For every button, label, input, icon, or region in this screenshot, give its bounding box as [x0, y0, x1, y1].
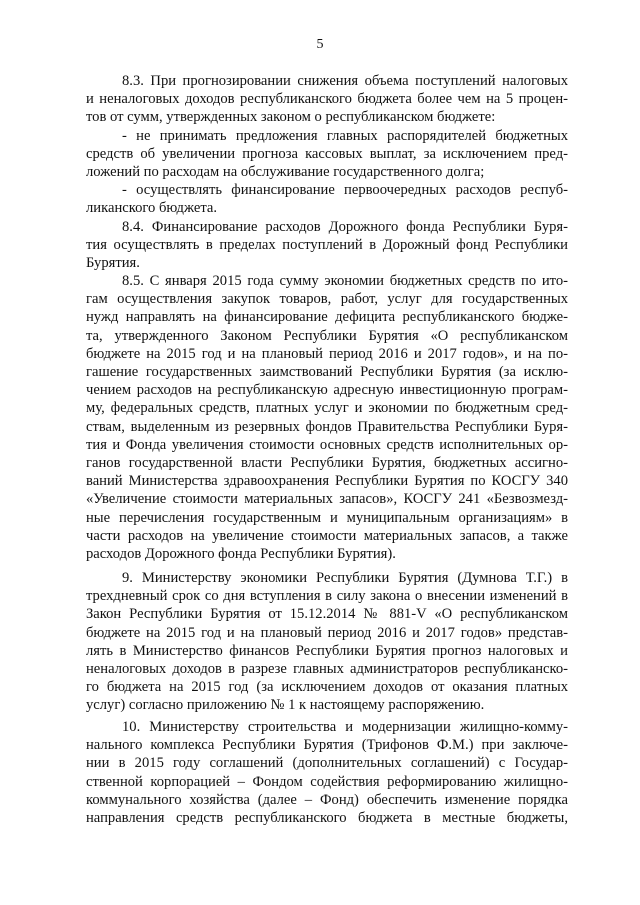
text-line: ганов государственной власти Республики Бурятия, бюджетных ассигно- — [86, 454, 568, 471]
text-line: ные перечисления государственным и муниципальным организациям» в — [86, 509, 568, 526]
text-line: ликанского бюджета. — [86, 200, 218, 217]
text-line: ложений по расходам на обслуживание государственного долга; — [86, 163, 485, 180]
text-line: гашение государственных заимствований Республики Бурятия (за исклю- — [86, 364, 568, 380]
text-line: нии в 2015 году соглашений (дополнительных соглашений) с Государ- — [86, 755, 568, 772]
text-line: услуг) согласно приложению № 1 к настоящему распоряжению. — [86, 697, 485, 714]
text-line: тия осуществлять в пределах поступлений в Дорожный фонд Республики — [86, 236, 568, 253]
paragraph-8-5 — [86, 272, 568, 563]
text-line: та, утвержденного Законом Республики Бурятия «О республиканском — [86, 327, 568, 344]
text-line: 9. Министерству экономики Республики Бурятия (Думнова Т.Г.) в — [122, 570, 568, 586]
text-line: части расходов на увеличение стоимости материальных запасов, а также — [86, 527, 568, 544]
text-line: Закон Республики Бурятия от 15.12.2014 № 881-V «О республиканском — [86, 606, 568, 623]
text-line: направления средств республиканского бюджета в местные бюджеты, — [86, 809, 568, 826]
text-line: - осуществлять финансирование первоочередных расходов респуб- — [122, 182, 568, 199]
text-line: средств об увеличении прогноза кассовых выплат, за исключением пред- — [86, 145, 568, 162]
paragraph-8-4 — [86, 218, 568, 273]
paragraph-8-3-item-1 — [86, 127, 568, 182]
text-line: 8.3. При прогнозировании снижения объема поступлений налоговых — [122, 73, 568, 89]
text-line: коммунального хозяйства (далее – Фонд) обеспечить изменение порядка — [86, 791, 568, 808]
text-line: расходов Дорожного фонда Республики Бурятия). — [86, 545, 396, 562]
page-number: 5 — [316, 37, 324, 52]
paragraph-10 — [86, 718, 568, 827]
text-line: му, федеральных средств, платных услуг и экономии по бюджетным сред- — [86, 400, 568, 417]
paragraph-9 — [86, 569, 568, 715]
text-line: чением расходов на республиканскую адресную инвестиционную програм- — [86, 382, 568, 399]
text-line: нужд направлять на финансирование дефицита республиканского бюдже- — [86, 309, 568, 326]
text-line: бюджете на 2015 год и на плановый период 2016 и 2017 годов» представ- — [86, 624, 568, 641]
text-line: тия и Фонда увеличения стоимости основных средств исполнительных ор- — [86, 436, 568, 453]
text-line: и неналоговых доходов республиканского бюджета более чем на 5 процен- — [86, 91, 568, 108]
text-line: 10. Министерству строительства и модернизации жилищно-комму- — [122, 719, 568, 735]
text-line: «Увеличение стоимости материальных запасов», КОСГУ 241 «Безвозмезд- — [86, 491, 568, 508]
text-line: лять в Министерство финансов Республики Бурятия прогноз налоговых и — [86, 642, 568, 659]
text-line: трехдневный срок со дня вступления в силу закона о внесении изменений в — [86, 588, 568, 605]
text-line: бюджете на 2015 год и на плановый период 2016 и 2017 годов», и на по- — [86, 345, 568, 362]
text-line: Бурятия. — [86, 254, 140, 271]
text-line: гам осуществления закупок товаров, работ, услуг для государственных — [86, 291, 568, 308]
section-8 — [86, 72, 568, 563]
text-line: 8.5. С января 2015 года сумму экономии бюджетных средств по ито- — [122, 273, 568, 290]
paragraph-8-3-item-2 — [86, 181, 568, 217]
text-line: ственной корпорацией – Фондом содействия реформированию жилищно- — [86, 773, 568, 790]
text-line: ствам, выделенным из резервных фондов Правительства Республики Буря- — [86, 418, 568, 435]
section-9 — [86, 569, 568, 715]
text-line: ваний Министерства здравоохранения Республики Бурятия по КОСГУ 340 — [86, 473, 568, 490]
text-line: го бюджета на 2015 год (за исключением доходов от оказания платных — [86, 679, 568, 696]
text-line: 8.4. Финансирование расходов Дорожного фонда Республики Буря- — [122, 218, 568, 235]
text-line: нального комплекса Республики Бурятия (Трифонов Ф.М.) при заключе- — [86, 737, 568, 754]
paragraph-8-3 — [86, 72, 568, 127]
text-line: тов от сумм, утвержденных законом о республиканском бюджете: — [86, 109, 496, 126]
section-10 — [86, 718, 568, 827]
text-line: неналоговых доходов в разрезе главных администраторов республиканско- — [86, 660, 568, 677]
text-line: - не принимать предложения главных распорядителей бюджетных — [122, 127, 568, 144]
